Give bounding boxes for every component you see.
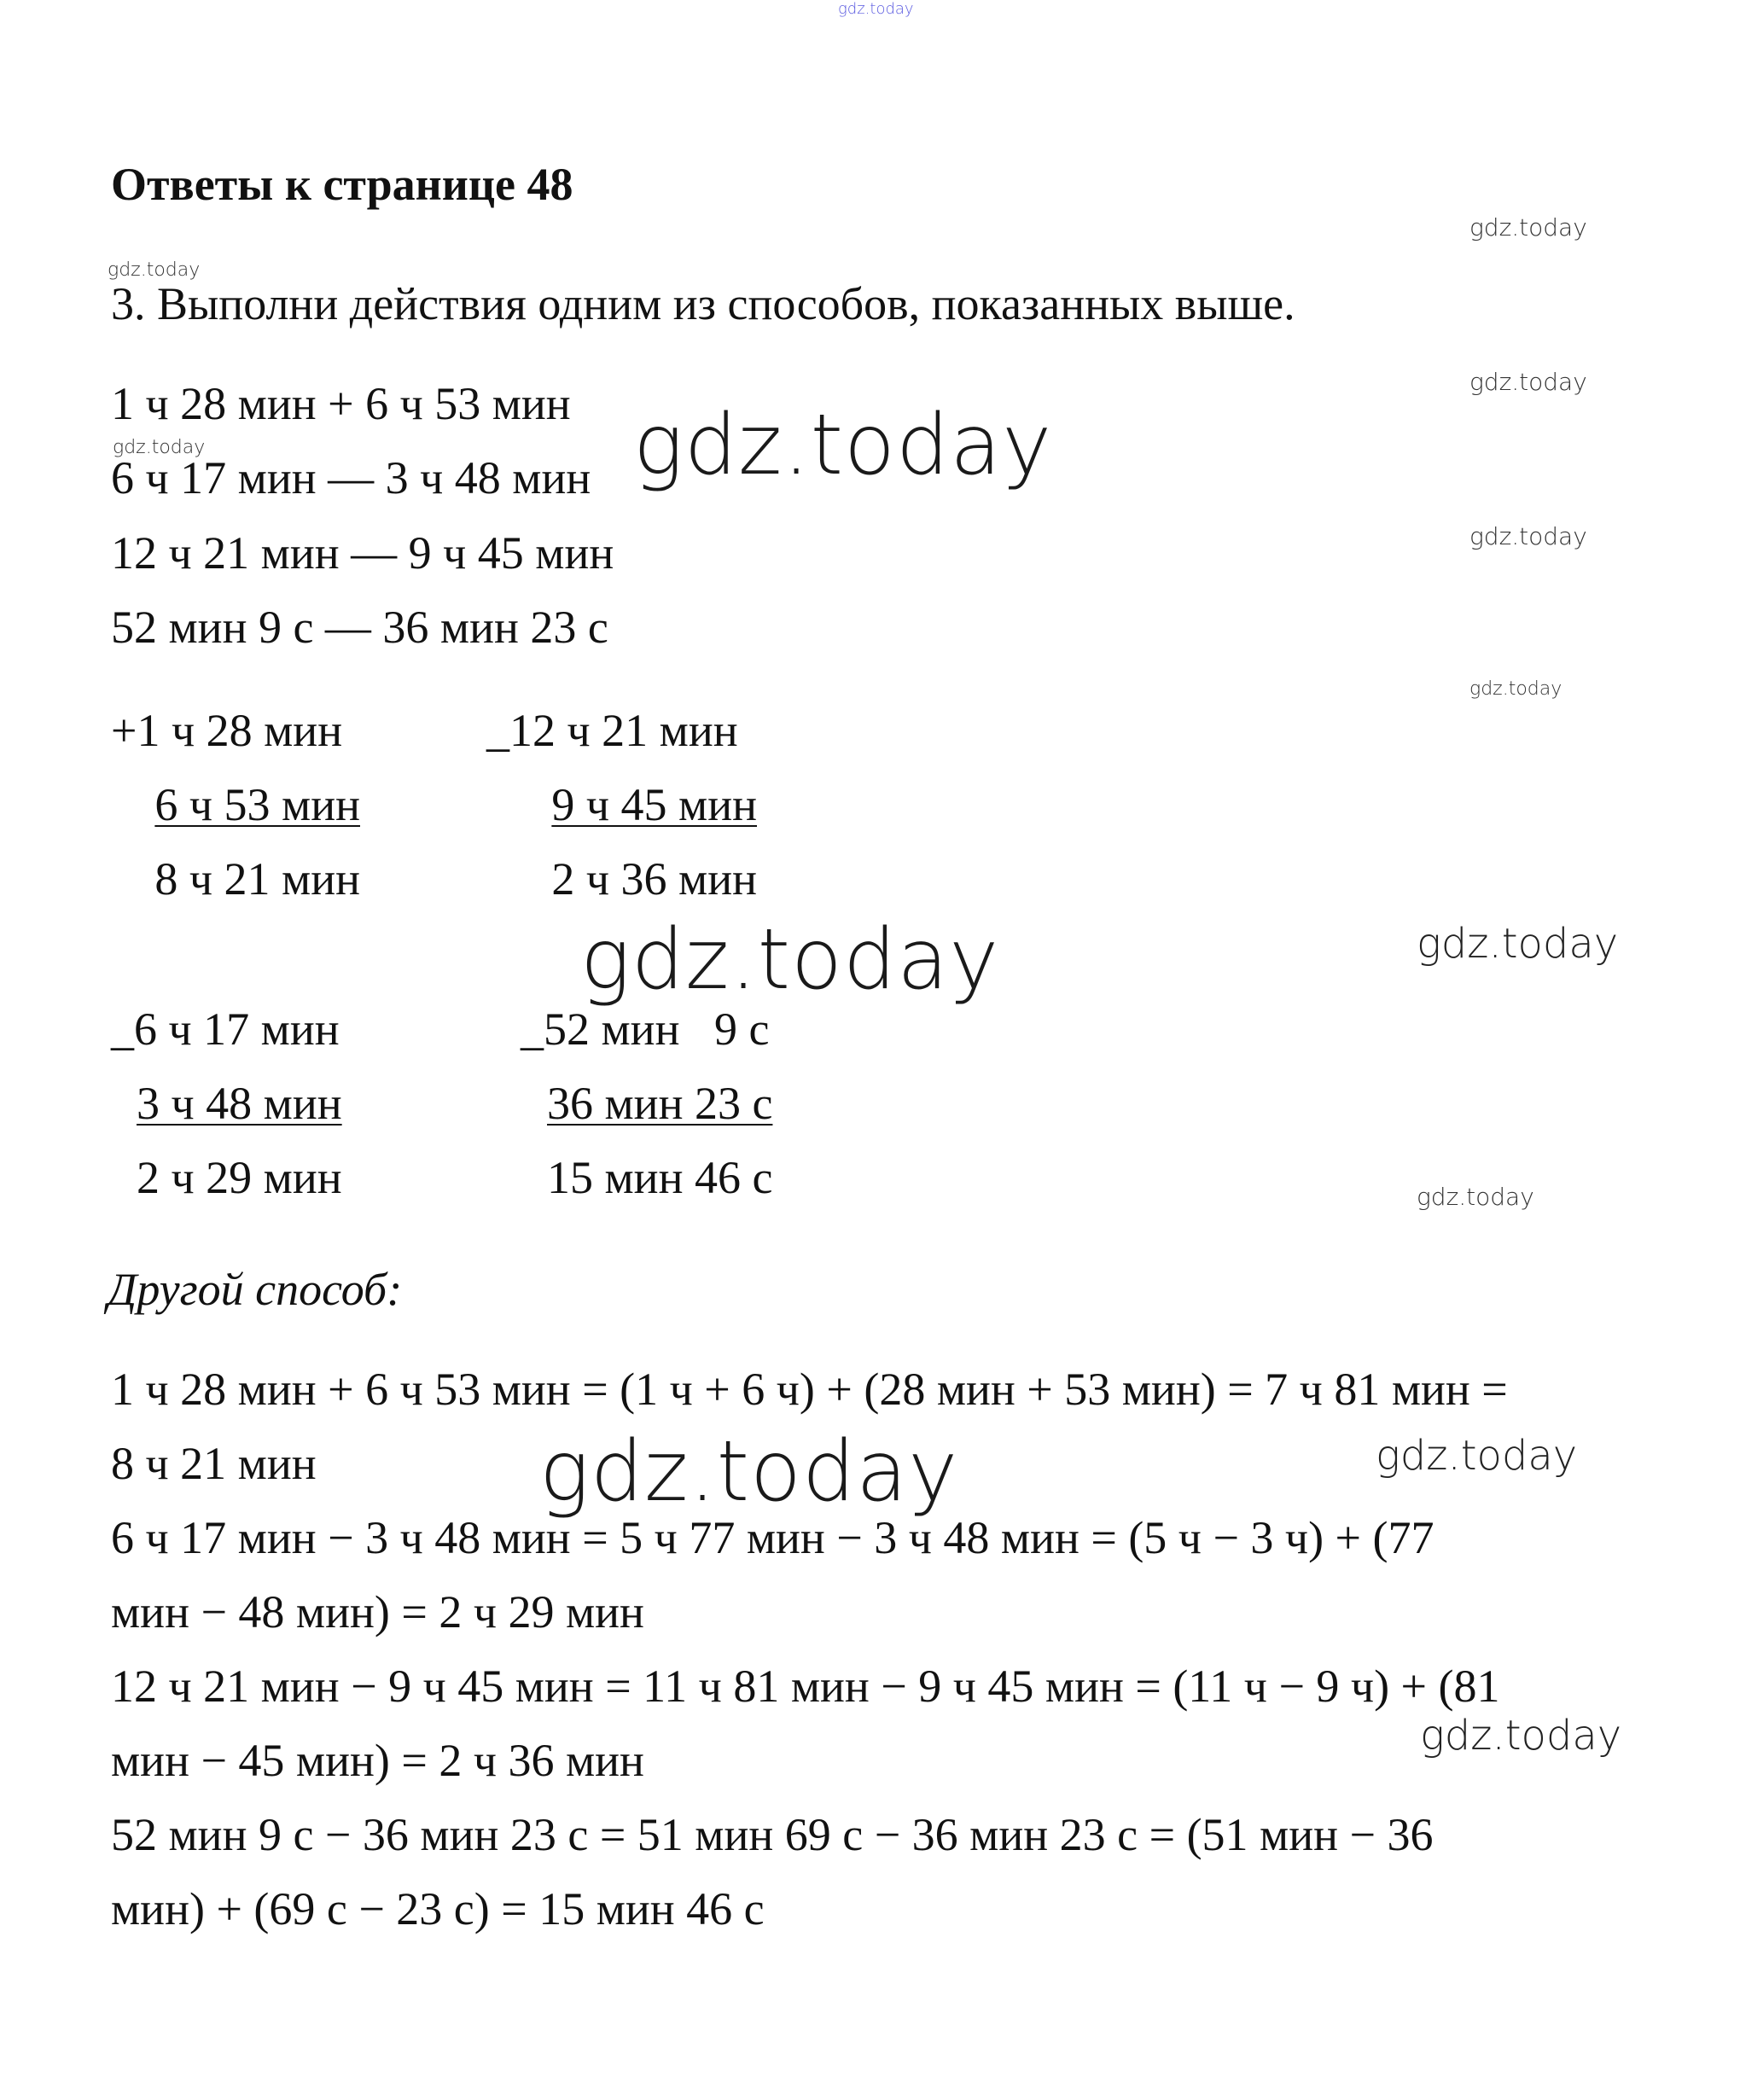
column-right-2-line2: 36 мин 23 с — [547, 1078, 773, 1129]
watermark-text: gdz.today — [1469, 213, 1587, 241]
column-left-2-line1: _6 ч 17 мин — [111, 1003, 340, 1055]
watermark-text: gdz.today — [1469, 678, 1563, 700]
watermark-large: gdz.today — [633, 397, 1053, 494]
watermark-text: gdz.today — [1417, 920, 1619, 968]
watermark-large: gdz.today — [580, 911, 1000, 1009]
expression-3: 12 ч 21 мин — 9 ч 45 мин — [111, 527, 614, 579]
expression-4: 52 мин 9 с — 36 мин 23 с — [111, 602, 608, 653]
column-left-1-result: 8 ч 21 мин — [154, 853, 360, 905]
column-left-1-line1: +1 ч 28 мин — [111, 705, 343, 756]
other-method-line-4: мин − 48 мин) = 2 ч 29 мин — [111, 1586, 644, 1638]
watermark-text: gdz.today — [1417, 1183, 1534, 1211]
watermark-text: gdz.today — [1469, 522, 1587, 550]
watermark-text: gdz.today — [1420, 1712, 1622, 1760]
watermark-large: gdz.today — [539, 1423, 959, 1521]
other-method-line-6: мин − 45 мин) = 2 ч 36 мин — [111, 1735, 644, 1786]
operation-sign: + — [111, 705, 137, 756]
task-text: 3. Выполни действия одним из способов, показанных выше. — [111, 278, 1295, 329]
watermark-text: gdz.today — [1469, 368, 1587, 396]
watermark-text: gdz.today — [108, 259, 201, 281]
other-method-line-8: мин) + (69 с − 23 с) = 15 мин 46 с — [111, 1883, 765, 1934]
column-right-2-result: 15 мин 46 с — [547, 1152, 773, 1203]
operation-sign: _ — [486, 705, 509, 756]
other-method-heading: Другой способ: — [108, 1264, 403, 1315]
column-right-1-result: 2 ч 36 мин — [551, 853, 757, 905]
other-method-line-1: 1 ч 28 мин + 6 ч 53 мин = (1 ч + 6 ч) + (28 мин + 53 мин) = 7 ч 81 мин = — [111, 1364, 1508, 1415]
column-left-2-result: 2 ч 29 мин — [137, 1152, 342, 1203]
column-right-1-line1: _12 ч 21 мин — [486, 705, 738, 756]
watermark-text: gdz.today — [113, 437, 206, 458]
expression-1: 1 ч 28 мин + 6 ч 53 мин — [111, 378, 571, 429]
operation-sign: _ — [111, 1003, 134, 1055]
expression-2: 6 ч 17 мин — 3 ч 48 мин — [111, 452, 591, 503]
other-method-line-5: 12 ч 21 мин − 9 ч 45 мин = 11 ч 81 мин − 9 ч 45 мин = (11 ч − 9 ч) + (81 — [111, 1661, 1500, 1712]
page-title: Ответы к странице 48 — [111, 159, 573, 210]
other-method-line-7: 52 мин 9 с − 36 мин 23 с = 51 мин 69 с − 36 мин 23 с = (51 мин − 36 — [111, 1809, 1434, 1860]
other-method-line-3: 6 ч 17 мин − 3 ч 48 мин = 5 ч 77 мин − 3 ч 48 мин = (5 ч − 3 ч) + (77 — [111, 1512, 1434, 1563]
column-right-2-line1: _52 мин 9 с — [521, 1003, 770, 1055]
column-left-1-line2: 6 ч 53 мин — [154, 779, 360, 830]
watermark-top: gdz.today — [838, 0, 914, 18]
other-method-line-2: 8 ч 21 мин — [111, 1438, 317, 1489]
operation-sign: _ — [521, 1003, 544, 1055]
column-left-2-line2: 3 ч 48 мин — [137, 1078, 342, 1129]
watermark-text: gdz.today — [1376, 1432, 1578, 1480]
column-right-1-line2: 9 ч 45 мин — [551, 779, 757, 830]
